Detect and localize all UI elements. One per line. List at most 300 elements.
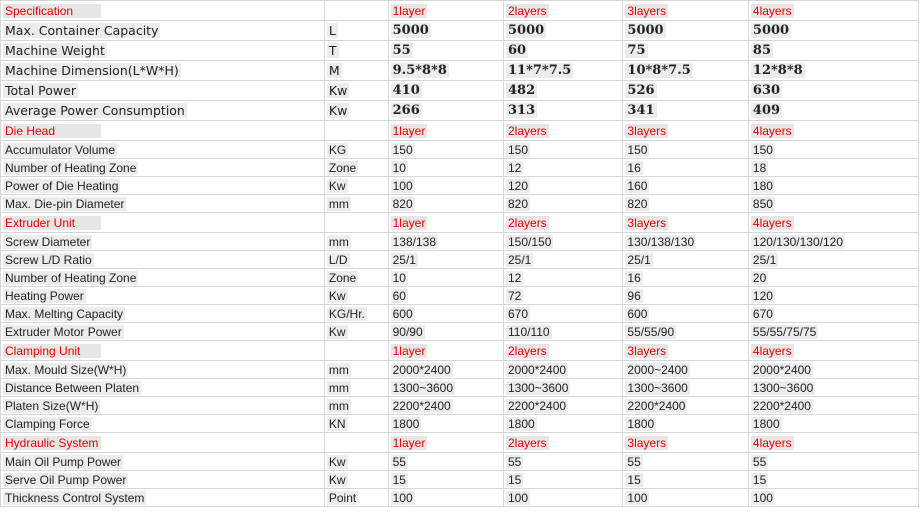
- spec-unit: mm: [328, 380, 349, 395]
- spec-value: 2000*2400: [392, 362, 451, 377]
- spec-value: 15: [627, 472, 641, 487]
- spec-value-cell: [748, 101, 918, 121]
- spec-value: 75: [627, 43, 646, 58]
- spec-unit: Kw: [328, 178, 346, 193]
- spec-unit-cell: [324, 177, 388, 195]
- spec-unit-cell: [324, 287, 388, 305]
- spec-value: 1300~3600: [508, 380, 569, 395]
- spec-row: [1, 81, 919, 101]
- spec-value-cell: [748, 269, 918, 287]
- layer-header: 1layer: [392, 435, 426, 450]
- spec-value-cell: [623, 159, 749, 177]
- spec-name-cell: [1, 471, 325, 489]
- spec-value-cell: [504, 233, 623, 251]
- spec-unit-cell: [324, 453, 388, 471]
- spec-unit: mm: [328, 234, 349, 249]
- spec-name-cell: [1, 177, 325, 195]
- spec-unit-cell: [324, 489, 388, 507]
- spec-name-cell: [1, 323, 325, 341]
- spec-value: 100: [627, 490, 648, 505]
- spec-unit: Kw: [328, 103, 348, 118]
- spec-row: [1, 415, 919, 433]
- section-title: Die Head: [3, 124, 101, 138]
- spec-name-cell: [1, 61, 325, 81]
- spec-value-cell: [388, 305, 503, 323]
- spec-value: 1800: [392, 416, 420, 431]
- spec-name-cell: [1, 415, 325, 433]
- layer-header: 1layer: [392, 123, 426, 138]
- spec-value-cell: [748, 471, 918, 489]
- layer-header: 4layers: [752, 343, 792, 358]
- spec-value: 55/55/90: [627, 324, 675, 339]
- spec-unit: Kw: [328, 324, 346, 339]
- layer-header-cell: [388, 213, 503, 233]
- layer-header: 2layers: [508, 3, 547, 18]
- spec-value-cell: [388, 21, 503, 41]
- spec-name-cell: [1, 21, 325, 41]
- spec-value-cell: [388, 251, 503, 269]
- spec-value-cell: [388, 323, 503, 341]
- spec-name: Heating Power: [5, 288, 84, 303]
- spec-value: 482: [508, 83, 536, 98]
- layer-header: 1layer: [392, 3, 426, 18]
- spec-value: 100: [752, 490, 773, 505]
- spec-value-cell: [504, 269, 623, 287]
- spec-row: [1, 379, 919, 397]
- spec-name: Max. Melting Capacity: [5, 306, 124, 321]
- spec-value: 18: [752, 160, 767, 175]
- spec-value-cell: [388, 141, 503, 159]
- spec-value-cell: [623, 233, 749, 251]
- spec-value: 90/90: [392, 324, 423, 339]
- spec-row: [1, 141, 919, 159]
- spec-unit-cell: [324, 159, 388, 177]
- spec-value-cell: [388, 489, 503, 507]
- layer-header-cell: [388, 341, 503, 361]
- spec-value: 5000: [392, 23, 429, 38]
- spec-row: [1, 489, 919, 507]
- spec-unit: KN: [328, 416, 346, 431]
- spec-name: Machine Dimension(L*W*H): [5, 63, 179, 78]
- spec-value: 120/130/130/120: [752, 234, 844, 249]
- spec-name: Screw Diameter: [5, 234, 91, 249]
- spec-unit-cell: [324, 21, 388, 41]
- spec-unit: Kw: [328, 288, 346, 303]
- spec-value: 1300~3600: [392, 380, 454, 395]
- spec-value: 55/55/75/75: [752, 324, 817, 339]
- spec-value-cell: [748, 361, 918, 379]
- spec-value: 180: [752, 178, 773, 193]
- spec-value: 1800: [752, 416, 780, 431]
- section-title: Hydraulic System: [3, 436, 101, 450]
- spec-unit: Point: [328, 490, 357, 505]
- spec-name: Max. Mould Size(W*H): [5, 362, 127, 377]
- spec-value: 409: [752, 103, 781, 118]
- spec-value-cell: [388, 81, 503, 101]
- spec-value-cell: [388, 379, 503, 397]
- spec-value: 2000*2400: [508, 362, 567, 377]
- spec-value-cell: [623, 177, 749, 195]
- spec-value: 55: [508, 454, 522, 469]
- spec-value: 1800: [508, 416, 535, 431]
- spec-row: [1, 323, 919, 341]
- spec-value: 410: [392, 83, 420, 98]
- spec-value-cell: [504, 453, 623, 471]
- spec-row: [1, 361, 919, 379]
- spec-value: 1800: [627, 416, 655, 431]
- spec-row: [1, 251, 919, 269]
- spec-name: Max. Die-pin Diameter: [5, 196, 125, 211]
- spec-value: 11*7*7.5: [508, 63, 572, 78]
- spec-value-cell: [388, 287, 503, 305]
- spec-value: 25/1: [392, 252, 416, 267]
- spec-value: 25/1: [752, 252, 777, 267]
- layer-header: 4layers: [752, 435, 792, 450]
- spec-value: 1300~3600: [752, 380, 814, 395]
- spec-unit: KG: [328, 142, 347, 157]
- spec-name: Serve Oil Pump Power: [5, 472, 127, 487]
- spec-value: 25/1: [627, 252, 651, 267]
- spec-value-cell: [504, 41, 623, 61]
- spec-name: Extruder Motor Power: [5, 324, 122, 339]
- section-header-row: [1, 213, 919, 233]
- layer-header-cell: [623, 1, 749, 21]
- spec-unit-cell: [324, 471, 388, 489]
- spec-value: 110/110: [508, 324, 550, 339]
- spec-value-cell: [504, 177, 623, 195]
- spec-value-cell: [504, 61, 623, 81]
- spec-row: [1, 159, 919, 177]
- spec-value-cell: [504, 101, 623, 121]
- spec-value: 55: [752, 454, 767, 469]
- spec-name-cell: [1, 489, 325, 507]
- spec-unit-cell: [324, 269, 388, 287]
- layer-header-cell: [748, 121, 918, 141]
- spec-name-cell: [1, 379, 325, 397]
- section-title: Extruder Unit: [3, 216, 101, 230]
- spec-name: Thickness Control System: [5, 490, 145, 505]
- section-header-row: [1, 1, 919, 21]
- spec-value-cell: [623, 323, 749, 341]
- spec-row: [1, 287, 919, 305]
- spec-name: Screw L/D Ratio: [5, 252, 92, 267]
- layer-header-cell: [504, 121, 623, 141]
- spec-value-cell: [748, 305, 918, 323]
- spec-value: 138/138: [392, 234, 437, 249]
- spec-value: 10: [392, 160, 406, 175]
- spec-name-cell: [1, 361, 325, 379]
- layer-header: 2layers: [508, 123, 547, 138]
- spec-value-cell: [504, 81, 623, 101]
- spec-row: [1, 269, 919, 287]
- layer-header: 3layers: [627, 123, 667, 138]
- spec-value-cell: [748, 251, 918, 269]
- unit-header-cell: [324, 433, 388, 453]
- spec-value: 341: [627, 103, 655, 118]
- spec-row: [1, 101, 919, 121]
- layer-header-cell: [748, 341, 918, 361]
- spec-value-cell: [623, 195, 749, 213]
- spec-value-cell: [623, 379, 749, 397]
- spec-value-cell: [748, 159, 918, 177]
- spec-value-cell: [623, 397, 749, 415]
- spec-value: 150: [392, 142, 413, 157]
- spec-value-cell: [748, 141, 918, 159]
- layer-header: 1layer: [392, 215, 426, 230]
- spec-name: Average Power Consumption: [5, 103, 185, 118]
- spec-name-cell: [1, 195, 325, 213]
- spec-name: Accumulator Volume: [5, 142, 116, 157]
- spec-value: 12: [508, 270, 522, 285]
- spec-unit: Kw: [328, 454, 346, 469]
- spec-value-cell: [748, 323, 918, 341]
- spec-value: 55: [392, 43, 411, 58]
- spec-value-cell: [623, 141, 749, 159]
- spec-name: Total Power: [5, 83, 76, 98]
- spec-value-cell: [388, 41, 503, 61]
- spec-unit-cell: [324, 323, 388, 341]
- spec-value: 820: [392, 196, 413, 211]
- spec-value: 60: [392, 288, 406, 303]
- spec-unit: Zone: [328, 160, 357, 175]
- layer-header: 4layers: [752, 3, 792, 18]
- spec-value-cell: [504, 159, 623, 177]
- spec-value-cell: [504, 361, 623, 379]
- layer-header: 1layer: [392, 343, 426, 358]
- layer-header: 3layers: [627, 215, 667, 230]
- spec-value: 10: [392, 270, 406, 285]
- section-title-cell: [1, 213, 325, 233]
- section-title-cell: [1, 121, 325, 141]
- spec-name-cell: [1, 101, 325, 121]
- spec-row: [1, 471, 919, 489]
- spec-value-cell: [748, 61, 918, 81]
- layer-header-cell: [504, 341, 623, 361]
- spec-value: 160: [627, 178, 648, 193]
- spec-value-cell: [504, 195, 623, 213]
- section-title-cell: [1, 433, 325, 453]
- spec-name: Main Oil Pump Power: [5, 454, 122, 469]
- layer-header-cell: [623, 341, 749, 361]
- spec-name: Power of Die Heating: [5, 178, 119, 193]
- spec-unit-cell: [324, 379, 388, 397]
- layer-header: 3layers: [627, 343, 667, 358]
- spec-value: 25/1: [508, 252, 532, 267]
- spec-value: 150: [508, 142, 529, 157]
- spec-value: 100: [392, 178, 413, 193]
- spec-value-cell: [504, 305, 623, 323]
- spec-name-cell: [1, 251, 325, 269]
- spec-row: [1, 397, 919, 415]
- section-title: Specification: [3, 4, 101, 18]
- section-header-row: [1, 433, 919, 453]
- spec-value-cell: [504, 141, 623, 159]
- spec-value-cell: [748, 177, 918, 195]
- unit-header-cell: [324, 341, 388, 361]
- section-title: Clamping Unit: [3, 344, 101, 358]
- spec-value: 630: [752, 83, 781, 98]
- spec-row: [1, 195, 919, 213]
- spec-name: Machine Weight: [5, 43, 105, 58]
- spec-value-cell: [623, 489, 749, 507]
- spec-table-body: [1, 1, 919, 507]
- spec-value-cell: [504, 21, 623, 41]
- spec-unit: mm: [328, 362, 349, 377]
- spec-value: 313: [508, 103, 536, 118]
- spec-value: 55: [392, 454, 406, 469]
- spec-name: Clamping Force: [5, 416, 90, 431]
- spec-value-cell: [748, 81, 918, 101]
- spec-row: [1, 21, 919, 41]
- spec-unit: T: [328, 43, 337, 58]
- spec-value: 2200*2400: [752, 398, 811, 413]
- spec-value: 16: [627, 270, 641, 285]
- spec-name: Number of Heating Zone: [5, 270, 137, 285]
- layer-header-cell: [623, 121, 749, 141]
- spec-unit-cell: [324, 101, 388, 121]
- spec-value: 670: [508, 306, 529, 321]
- spec-value-cell: [748, 453, 918, 471]
- spec-value-cell: [623, 269, 749, 287]
- spec-unit: Zone: [328, 270, 357, 285]
- spec-unit-cell: [324, 305, 388, 323]
- spec-value-cell: [623, 101, 749, 121]
- spec-unit-cell: [324, 41, 388, 61]
- spec-value: 15: [752, 472, 767, 487]
- spec-value-cell: [388, 101, 503, 121]
- spec-value: 72: [508, 288, 522, 303]
- spec-unit: mm: [328, 196, 349, 211]
- spec-unit: KG/Hr.: [328, 306, 365, 321]
- spec-value-cell: [388, 177, 503, 195]
- spec-name-cell: [1, 159, 325, 177]
- spec-value-cell: [748, 233, 918, 251]
- spec-value: 16: [627, 160, 641, 175]
- spec-value-cell: [388, 159, 503, 177]
- spec-name-cell: [1, 81, 325, 101]
- spec-value: 150: [627, 142, 648, 157]
- layer-header-cell: [504, 1, 623, 21]
- spec-value-cell: [504, 287, 623, 305]
- section-title-cell: [1, 341, 325, 361]
- spec-value-cell: [504, 415, 623, 433]
- spec-name: Number of Heating Zone: [5, 160, 137, 175]
- spec-value-cell: [623, 21, 749, 41]
- spec-name-cell: [1, 305, 325, 323]
- layer-header: 2layers: [508, 435, 547, 450]
- spec-value-cell: [504, 397, 623, 415]
- spec-unit: L/D: [328, 252, 348, 267]
- spec-value: 5000: [752, 23, 790, 38]
- spec-unit: Kw: [328, 472, 346, 487]
- spec-value-cell: [388, 471, 503, 489]
- spec-name-cell: [1, 141, 325, 159]
- spec-value: 1300~3600: [627, 380, 688, 395]
- spec-value: 85: [752, 43, 772, 58]
- spec-unit-cell: [324, 415, 388, 433]
- spec-name-cell: [1, 41, 325, 61]
- spec-value-cell: [623, 415, 749, 433]
- layer-header-cell: [388, 433, 503, 453]
- spec-name: Platen Size(W*H): [5, 398, 99, 413]
- spec-value: 600: [392, 306, 413, 321]
- spec-name: Distance Between Platen: [5, 380, 140, 395]
- layer-header: 2layers: [508, 215, 547, 230]
- spec-value: 20: [752, 270, 767, 285]
- layer-header: 2layers: [508, 343, 547, 358]
- spec-value-cell: [504, 323, 623, 341]
- spec-name-cell: [1, 453, 325, 471]
- layer-header: 4layers: [752, 215, 792, 230]
- layer-header-cell: [748, 1, 918, 21]
- layer-header-cell: [623, 433, 749, 453]
- spec-value: 9.5*8*8: [392, 63, 447, 78]
- spec-value: 5000: [508, 23, 545, 38]
- spec-unit-cell: [324, 61, 388, 81]
- layer-header: 3layers: [627, 3, 667, 18]
- spec-value: 15: [392, 472, 406, 487]
- spec-unit-cell: [324, 397, 388, 415]
- spec-value-cell: [504, 471, 623, 489]
- layer-header: 4layers: [752, 123, 792, 138]
- spec-value-cell: [504, 251, 623, 269]
- spec-value-cell: [623, 361, 749, 379]
- unit-header-cell: [324, 1, 388, 21]
- spec-value: 120: [752, 288, 773, 303]
- spec-value-cell: [748, 41, 918, 61]
- spec-value-cell: [748, 287, 918, 305]
- spec-value: 820: [508, 196, 529, 211]
- spec-value-cell: [748, 415, 918, 433]
- spec-value: 820: [627, 196, 648, 211]
- spec-value-cell: [388, 61, 503, 81]
- layer-header: 3layers: [627, 435, 667, 450]
- spec-name-cell: [1, 287, 325, 305]
- layer-header-cell: [623, 213, 749, 233]
- spec-row: [1, 41, 919, 61]
- spec-row: [1, 61, 919, 81]
- spec-value: 2000~2400: [627, 362, 688, 377]
- spec-value-cell: [748, 21, 918, 41]
- spec-value-cell: [388, 397, 503, 415]
- layer-header-cell: [388, 1, 503, 21]
- spec-value-cell: [388, 233, 503, 251]
- spec-value: 130/138/130: [627, 234, 695, 249]
- spec-value-cell: [748, 397, 918, 415]
- spec-value-cell: [748, 195, 918, 213]
- spec-value-cell: [623, 41, 749, 61]
- spec-value-cell: [388, 361, 503, 379]
- layer-header-cell: [748, 433, 918, 453]
- spec-value-cell: [504, 489, 623, 507]
- spec-value: 850: [752, 196, 773, 211]
- spec-row: [1, 177, 919, 195]
- spec-row: [1, 305, 919, 323]
- spec-value: 15: [508, 472, 522, 487]
- spec-value-cell: [623, 453, 749, 471]
- unit-header-cell: [324, 121, 388, 141]
- spec-value-cell: [748, 379, 918, 397]
- layer-header-cell: [504, 433, 623, 453]
- spec-value-cell: [504, 379, 623, 397]
- layer-header-cell: [388, 121, 503, 141]
- spec-value: 60: [508, 43, 527, 58]
- spec-unit: Kw: [328, 83, 348, 98]
- spec-unit: mm: [328, 398, 349, 413]
- spec-row: [1, 453, 919, 471]
- unit-header-cell: [324, 213, 388, 233]
- spec-value: 150: [752, 142, 773, 157]
